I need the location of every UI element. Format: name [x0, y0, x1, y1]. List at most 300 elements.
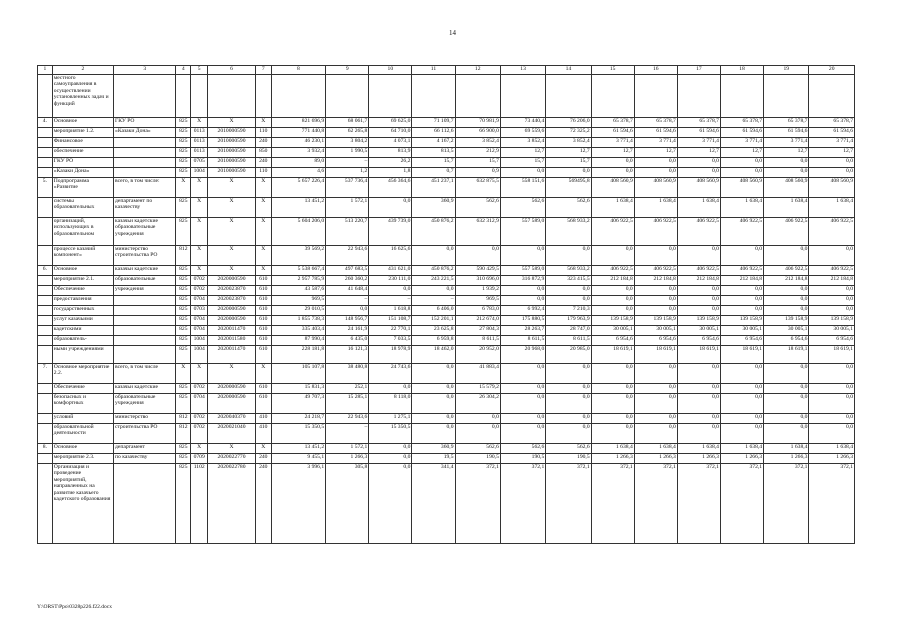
- table-cell-col4: 825: [176, 394, 191, 414]
- table-cell-col8: 9 455,1: [271, 454, 325, 464]
- table-cell-col14: 12,7: [546, 148, 591, 158]
- table-cell-col14: 8 611,5: [546, 336, 591, 346]
- table-cell-col1: 7.: [38, 364, 53, 384]
- table-cell-col19: 372,1: [764, 464, 809, 544]
- table-cell-col11: 19,5: [412, 454, 455, 464]
- table-cell-col14: 0,0: [546, 246, 591, 266]
- column-header-11: 11: [412, 66, 455, 75]
- table-cell-col14: 76 206,0: [546, 118, 591, 128]
- table-cell-col13: 0,0: [500, 246, 545, 266]
- table-cell-col13: 0,0: [500, 384, 545, 394]
- table-cell-col20: 0,0: [809, 364, 855, 384]
- table-cell-col7: X: [255, 266, 271, 276]
- table-cell-col3: министерство: [114, 414, 176, 424]
- table-cell-col12: 212,9: [455, 148, 500, 158]
- table-cell-col16: 65 378,7: [634, 118, 677, 128]
- table-cell-col9: 1 266,3: [326, 454, 369, 464]
- table-cell-col18: 0,0: [720, 246, 763, 266]
- table-cell-col11: 813,5: [412, 148, 455, 158]
- table-cell-col4: 825: [176, 296, 191, 306]
- table-cell-col19: 0,0: [764, 384, 809, 394]
- column-header-2: 2: [52, 66, 113, 75]
- table-cell-col10: 26,2: [369, 158, 412, 168]
- table-cell-col13: 12,7: [500, 148, 545, 158]
- table-cell-col15: 406 922,5: [591, 218, 634, 246]
- table-cell-col11: 0,0: [412, 414, 455, 424]
- table-cell-col15: 3 771,4: [591, 138, 634, 148]
- table-cell-col15: 61 594,6: [591, 128, 634, 138]
- table-cell-col1: [38, 336, 53, 346]
- table-cell-col6: X: [208, 118, 256, 128]
- table-cell-col4: 825: [176, 218, 191, 246]
- table-cell-col2: Основное мероприятие 2.2.: [52, 364, 113, 384]
- table-cell-col8: 228 181,8: [271, 346, 325, 364]
- table-cell-col10: 16 625,6: [369, 246, 412, 266]
- table-cell-col20: 0,0: [809, 414, 855, 424]
- table-cell-col6: 2010000590: [208, 138, 256, 148]
- table-cell-col3: [114, 306, 176, 316]
- table-cell-col6: X: [208, 246, 256, 266]
- table-cell-col10: 456 364,6: [369, 178, 412, 198]
- table-cell-col11: 4 167,2: [412, 138, 455, 148]
- table-cell-col7: 610: [255, 276, 271, 286]
- table-row: [38, 266, 855, 276]
- table-cell-col20: 6 954,6: [809, 336, 855, 346]
- table-cell-col19: 0,0: [764, 168, 809, 178]
- table-cell-col19: [764, 75, 809, 118]
- table-cell-col7: 610: [255, 306, 271, 316]
- table-cell-col15: 0,0: [591, 246, 634, 266]
- table-cell-col7: 410: [255, 424, 271, 444]
- table-cell-col20: 61 594,6: [809, 128, 855, 138]
- table-cell-col4: 825: [176, 138, 191, 148]
- table-cell-col12: 27 804,3: [455, 326, 500, 336]
- table-cell-col17: 1 638,4: [677, 198, 720, 218]
- table-cell-col20: [809, 75, 855, 118]
- table-cell-col2: государственных: [52, 306, 113, 316]
- table-cell-col8: 13 451,2: [271, 444, 325, 454]
- table-cell-col7: 240: [255, 138, 271, 148]
- table-cell-col11: 0,0: [412, 394, 455, 414]
- table-cell-col14: 323 415,5: [546, 276, 591, 286]
- column-header-14: 14: [546, 66, 591, 75]
- table-cell-col3: всего, в том числе: [114, 364, 176, 384]
- table-cell-col17: 65 378,7: [677, 118, 720, 128]
- table-cell-col17: 0,0: [677, 424, 720, 444]
- table-cell-col3: образовательные: [114, 276, 176, 286]
- table-cell-col12: 632 312,9: [455, 218, 500, 246]
- table-cell-col13: 562,6: [500, 444, 545, 454]
- table-cell-col13: 6 992,4: [500, 306, 545, 316]
- table-cell-col5: 0702: [191, 384, 208, 394]
- table-cell-col9: 68 061,7: [326, 118, 369, 128]
- table-cell-col14: 372,1: [546, 464, 591, 544]
- table-cell-col18: 0,0: [720, 384, 763, 394]
- table-row: [38, 306, 855, 316]
- table-cell-col2: ГКУ РО: [52, 158, 113, 168]
- table-cell-col16: 0,0: [634, 364, 677, 384]
- table-cell-col2: Основное: [52, 118, 113, 128]
- column-header-15: 15: [591, 66, 634, 75]
- table-cell-col10: 24 743,6: [369, 364, 412, 384]
- table-cell-col11: –: [412, 296, 455, 306]
- table-cell-col9: 62 265,8: [326, 128, 369, 138]
- table-cell-col13: 557 589,0: [500, 266, 545, 276]
- table-cell-col1: [38, 246, 53, 266]
- table-cell-col8: 821 696,9: [271, 118, 325, 128]
- table-cell-col18: 0,0: [720, 364, 763, 384]
- table-cell-col19: 0,0: [764, 158, 809, 168]
- table-cell-col8: 771 440,8: [271, 128, 325, 138]
- table-cell-col16: 408 560,9: [634, 178, 677, 198]
- table-cell-col5: 0705: [191, 158, 208, 168]
- table-cell-col19: 18 619,1: [764, 346, 809, 364]
- table-cell-col6: X: [208, 364, 256, 384]
- table-cell-col17: 18 619,1: [677, 346, 720, 364]
- table-cell-col8: [271, 75, 325, 118]
- table-cell-col13: 69 559,6: [500, 128, 545, 138]
- table-cell-col18: 1 266,3: [720, 454, 763, 464]
- table-cell-col20: 18 619,1: [809, 346, 855, 364]
- table-cell-col13: 15,7: [500, 158, 545, 168]
- table-cell-col17: 1 638,4: [677, 444, 720, 454]
- table-cell-col9: 22 943,6: [326, 414, 369, 424]
- table-cell-col20: 30 005,1: [809, 326, 855, 336]
- table-cell-col6: 2020040370: [208, 414, 256, 424]
- table-cell-col11: 71 109,7: [412, 118, 455, 128]
- table-cell-col20: 0,0: [809, 424, 855, 444]
- table-cell-col15: 0,0: [591, 394, 634, 414]
- table-cell-col2: Подпрограмма «Развитие: [52, 178, 113, 198]
- table-cell-col10: 22 770,1: [369, 326, 412, 336]
- table-cell-col16: 12,7: [634, 148, 677, 158]
- table-cell-col19: 0,0: [764, 414, 809, 424]
- table-cell-col9: 38 480,8: [326, 364, 369, 384]
- table-cell-col7: 610: [255, 286, 271, 296]
- table-cell-col19: 0,0: [764, 306, 809, 316]
- table-cell-col20: 212 184,8: [809, 276, 855, 286]
- table-cell-col14: 562,6: [546, 444, 591, 454]
- table-cell-col9: 24 161,9: [326, 326, 369, 336]
- table-cell-col13: 558 151,6: [500, 178, 545, 198]
- table-cell-col10: 69 625,0: [369, 118, 412, 128]
- table-cell-col5: X: [191, 198, 208, 218]
- table-cell-col12: 20 952,0: [455, 346, 500, 364]
- table-cell-col3: образовательные учреждения: [114, 394, 176, 414]
- table-cell-col2: предоставления: [52, 296, 113, 306]
- table-row: [38, 198, 855, 218]
- table-cell-col8: 89,0: [271, 158, 325, 168]
- table-cell-col16: 372,1: [634, 464, 677, 544]
- table-cell-col1: [38, 326, 53, 336]
- table-cell-col9: 6 435,0: [326, 336, 369, 346]
- table-cell-col10: 18 978,9: [369, 346, 412, 364]
- table-cell-col19: 406 922,5: [764, 266, 809, 276]
- table-cell-col15: 0,0: [591, 158, 634, 168]
- table-cell-col16: 0,0: [634, 158, 677, 168]
- table-cell-col1: [38, 316, 53, 326]
- table-cell-col17: 372,1: [677, 464, 720, 544]
- table-cell-col4: 825: [176, 346, 191, 364]
- table-cell-col16: 6 954,6: [634, 336, 677, 346]
- table-cell-col12: 590 429,5: [455, 266, 500, 276]
- table-cell-col8: 39 569,2: [271, 246, 325, 266]
- table-cell-col6: X: [208, 198, 256, 218]
- table-cell-col6: 2020023870: [208, 296, 256, 306]
- table-cell-col11: 0,0: [412, 286, 455, 296]
- table-cell-col8: 46 230,1: [271, 138, 325, 148]
- table-cell-col6: 2010000590: [208, 148, 256, 158]
- table-cell-col14: 568 933,2: [546, 266, 591, 276]
- table-cell-col1: [38, 424, 53, 444]
- table-cell-col7: 410: [255, 414, 271, 424]
- table-cell-col2: системы образовательных: [52, 198, 113, 218]
- table-cell-col3: [114, 158, 176, 168]
- table-cell-col9: 0,0: [326, 306, 369, 316]
- table-cell-col18: 65 378,7: [720, 118, 763, 128]
- table-cell-col17: 3 771,4: [677, 138, 720, 148]
- table-cell-col12: 0,0: [455, 414, 500, 424]
- table-cell-col12: 6 783,0: [455, 306, 500, 316]
- table-cell-col8: 3 996,1: [271, 464, 325, 544]
- table-cell-col18: 30 005,1: [720, 326, 763, 336]
- table-cell-col5: X: [191, 218, 208, 246]
- table-cell-col15: 0,0: [591, 424, 634, 444]
- table-cell-col7: 110: [255, 168, 271, 178]
- table-cell-col18: 12,7: [720, 148, 763, 158]
- table-cell-col17: 6 954,6: [677, 336, 720, 346]
- table-cell-col10: 0,0: [369, 286, 412, 296]
- table-cell-col5: 0113: [191, 128, 208, 138]
- table-cell-col13: 190,5: [500, 454, 545, 464]
- table-cell-col1: [38, 276, 53, 286]
- table-cell-col5: 0113: [191, 148, 208, 158]
- table-cell-col14: 3 852,4: [546, 138, 591, 148]
- table-cell-col5: 0704: [191, 394, 208, 414]
- table-cell-col14: 0,0: [546, 364, 591, 384]
- table-cell-col11: 152 201,1: [412, 316, 455, 326]
- table-cell-col12: 41 883,4: [455, 364, 500, 384]
- table-cell-col5: 1004: [191, 168, 208, 178]
- table-cell-col17: 406 922,5: [677, 266, 720, 276]
- table-cell-col13: 28 263,7: [500, 326, 545, 336]
- table-cell-col5: 0113: [191, 138, 208, 148]
- table-cell-col19: 0,0: [764, 296, 809, 306]
- table-cell-col8: 2 957 785,9: [271, 276, 325, 286]
- table-cell-col3: министерство строительства РО: [114, 246, 176, 266]
- table-cell-col2: услуг казачьими: [52, 316, 113, 326]
- table-cell-col11: 450 876,2: [412, 218, 455, 246]
- table-cell-col1: [38, 306, 53, 316]
- table-cell-col17: 0,0: [677, 384, 720, 394]
- table-cell-col7: 610: [255, 296, 271, 306]
- table-cell-col5: 1004: [191, 336, 208, 346]
- table-cell-col18: 0,0: [720, 414, 763, 424]
- table-row: [38, 454, 855, 464]
- table-cell-col4: 825: [176, 266, 191, 276]
- table-row: [38, 296, 855, 306]
- table-cell-col19: 65 378,7: [764, 118, 809, 128]
- table-cell-col1: [38, 286, 53, 296]
- table-cell-col4: X: [176, 364, 191, 384]
- table-cell-col1: [38, 296, 53, 306]
- column-header-18: 18: [720, 66, 763, 75]
- table-cell-col11: 243 221,5: [412, 276, 455, 286]
- table-cell-col19: 12,7: [764, 148, 809, 158]
- table-cell-col4: 825: [176, 128, 191, 138]
- table-cell-col18: 139 158,9: [720, 316, 763, 326]
- table-cell-col9: 3 804,2: [326, 138, 369, 148]
- table-cell-col1: 4.: [38, 118, 53, 128]
- table-cell-col18: 3 771,4: [720, 138, 763, 148]
- table-cell-col3: департамент по казачеству: [114, 198, 176, 218]
- table-cell-col6: [208, 75, 256, 118]
- table-cell-col1: [38, 414, 53, 424]
- table-cell-col20: 0,0: [809, 286, 855, 296]
- table-cell-col20: 3 771,4: [809, 138, 855, 148]
- table-cell-col11: 18 462,0: [412, 346, 455, 364]
- column-number-row: [38, 66, 855, 75]
- table-cell-col19: 0,0: [764, 246, 809, 266]
- table-cell-col9: 497 683,5: [326, 266, 369, 276]
- table-cell-col14: 28 747,0: [546, 326, 591, 336]
- table-cell-col17: 0,0: [677, 414, 720, 424]
- table-row: [38, 118, 855, 128]
- table-cell-col16: 0,0: [634, 296, 677, 306]
- table-cell-col1: [38, 75, 53, 118]
- table-cell-col16: 0,0: [634, 414, 677, 424]
- table-cell-col10: 1 618,8: [369, 306, 412, 316]
- table-cell-col7: [255, 75, 271, 118]
- table-cell-col4: 825: [176, 148, 191, 158]
- table-cell-col19: 1 638,4: [764, 198, 809, 218]
- table-cell-col11: 66 112,6: [412, 128, 455, 138]
- table-cell-col16: 139 158,9: [634, 316, 677, 326]
- table-cell-col7: 240: [255, 454, 271, 464]
- table-cell-col1: [38, 158, 53, 168]
- table-cell-col6: 2020000590: [208, 306, 256, 316]
- table-row: [38, 138, 855, 148]
- table-cell-col8: 43 587,6: [271, 286, 325, 296]
- table-cell-col6: 2020000590: [208, 276, 256, 286]
- table-cell-col13: 0,0: [500, 364, 545, 384]
- table-cell-col9: 22 943,6: [326, 246, 369, 266]
- table-cell-col20: 65 378,7: [809, 118, 855, 128]
- column-header-16: 16: [634, 66, 677, 75]
- table-cell-col5: X: [191, 364, 208, 384]
- column-header-6: 6: [208, 66, 256, 75]
- table-cell-col14: 0,0: [546, 286, 591, 296]
- table-cell-col18: 6 954,6: [720, 336, 763, 346]
- table-row: [38, 464, 855, 544]
- table-cell-col3: [114, 316, 176, 326]
- table-cell-col4: 825: [176, 444, 191, 454]
- table-cell-col12: 70 981,9: [455, 118, 500, 128]
- table-cell-col7: X: [255, 444, 271, 454]
- table-cell-col3: [114, 168, 176, 178]
- table-cell-col11: 0,0: [412, 246, 455, 266]
- table-cell-col17: 408 560,9: [677, 178, 720, 198]
- file-path-footer: Y:\ORST\Ppo\0328p226.f22.docx: [37, 604, 112, 610]
- table-cell-col14: [546, 75, 591, 118]
- table-cell-col18: 212 184,8: [720, 276, 763, 286]
- table-cell-col8: 5 604 206,0: [271, 218, 325, 246]
- table-cell-col1: [38, 128, 53, 138]
- table-cell-col15: 0,0: [591, 168, 634, 178]
- table-cell-col6: 2020000590: [208, 394, 256, 414]
- table-cell-col12: 66 900,0: [455, 128, 500, 138]
- table-cell-col15: 0,0: [591, 306, 634, 316]
- table-cell-col16: 0,0: [634, 246, 677, 266]
- table-cell-col1: [38, 464, 53, 544]
- table-cell-col14: 190,5: [546, 454, 591, 464]
- table-cell-col1: [38, 168, 53, 178]
- table-cell-col7: X: [255, 246, 271, 266]
- table-cell-col12: 212 674,0: [455, 316, 500, 326]
- table-cell-col8: 969,5: [271, 296, 325, 306]
- table-cell-col3: [114, 346, 176, 364]
- table-row: [38, 128, 855, 138]
- table-cell-col16: 0,0: [634, 424, 677, 444]
- table-cell-col18: 0,0: [720, 424, 763, 444]
- table-cell-col16: 1 638,4: [634, 444, 677, 454]
- table-header: [38, 66, 855, 75]
- table-cell-col8: 13 451,2: [271, 198, 325, 218]
- table-cell-col15: 0,0: [591, 286, 634, 296]
- table-cell-col16: 30 005,1: [634, 326, 677, 336]
- table-cell-col13: 8 611,5: [500, 336, 545, 346]
- table-cell-col8: 335 403,4: [271, 326, 325, 336]
- table-cell-col2: «Казаки Дона»: [52, 168, 113, 178]
- table-cell-col12: 562,6: [455, 198, 500, 218]
- table-cell-col15: 406 922,5: [591, 266, 634, 276]
- table-cell-col12: 15,7: [455, 158, 500, 168]
- table-cell-col15: 139 158,9: [591, 316, 634, 326]
- table-cell-col20: 1 638,4: [809, 198, 855, 218]
- table-cell-col15: 12,7: [591, 148, 634, 158]
- table-cell-col15: 1 638,4: [591, 444, 634, 454]
- table-cell-col7: X: [255, 178, 271, 198]
- table-cell-col8: 24 218,7: [271, 414, 325, 424]
- table-cell-col18: 408 560,9: [720, 178, 763, 198]
- table-cell-col11: 360,9: [412, 198, 455, 218]
- table-cell-col2: Финансовое: [52, 138, 113, 148]
- table-cell-col12: 15 579,2: [455, 384, 500, 394]
- table-cell-col13: 3 852,4: [500, 138, 545, 148]
- table-cell-col8: 87 990,4: [271, 336, 325, 346]
- table-cell-col1: [38, 138, 53, 148]
- column-header-12: 12: [455, 66, 500, 75]
- table-cell-col19: 0,0: [764, 286, 809, 296]
- table-cell-col18: 18 619,1: [720, 346, 763, 364]
- table-cell-col10: 439 739,0: [369, 218, 412, 246]
- table-cell-col3: [114, 138, 176, 148]
- table-cell-col5: 0703: [191, 306, 208, 316]
- table-cell-col4: 825: [176, 316, 191, 326]
- table-cell-col20: 0,0: [809, 296, 855, 306]
- table-cell-col17: 0,0: [677, 158, 720, 168]
- table-cell-col18: 406 922,5: [720, 266, 763, 276]
- table-cell-col19: 6 954,6: [764, 336, 809, 346]
- column-header-7: 7: [255, 66, 271, 75]
- table-cell-col14: 0,0: [546, 394, 591, 414]
- table-row: [38, 394, 855, 414]
- table-cell-col16: 0,0: [634, 306, 677, 316]
- table-cell-col14: 0,0: [546, 168, 591, 178]
- table-cell-col7: 610: [255, 346, 271, 364]
- table-cell-col4: 825: [176, 464, 191, 544]
- table-cell-col1: [38, 454, 53, 464]
